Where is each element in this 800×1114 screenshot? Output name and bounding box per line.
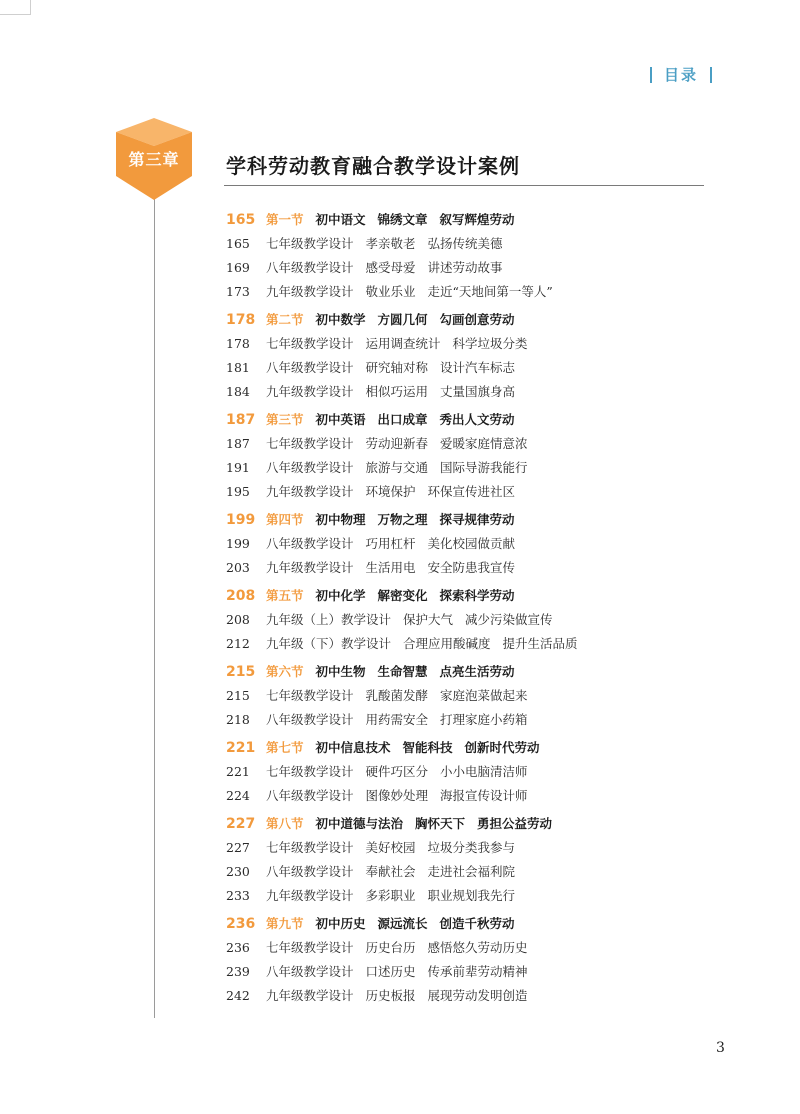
section-page-number: 236 [226,916,256,932]
entry-page-number: 212 [226,636,250,651]
entry-grade: 八年级教学设计 [266,712,354,727]
entry-grade: 八年级教学设计 [266,260,354,275]
section-page-number: 221 [226,740,256,756]
entry-title-part2: 设计汽车标志 [440,360,516,375]
header-label: 目录 [664,66,699,84]
entry-grade: 八年级教学设计 [266,864,354,879]
section-title-part1: 智能科技 [402,740,453,755]
toc-entry[interactable] [226,280,696,304]
entry-title-part1: 多彩职业 [365,888,416,903]
toc-section [226,508,696,580]
entry-grade: 九年级教学设计 [266,988,354,1003]
entry-grade: 九年级教学设计 [266,384,354,399]
chapter-badge-label: 第三章 [128,150,180,169]
toc-entry[interactable] [226,556,696,580]
section-heading[interactable] [226,308,696,332]
entry-grade: 七年级教学设计 [266,764,354,779]
section-title-part2: 创造千秋劳动 [439,916,515,931]
entry-title-part2: 传承前辈劳动精神 [427,964,528,979]
toc-section [226,584,696,656]
page-number: 3 [716,1040,725,1056]
entry-title-part1: 敬业乐业 [365,284,416,299]
entry-title-part2: 展现劳动发明创造 [427,988,528,1003]
entry-page-number: 173 [226,284,250,299]
entry-title-part1: 感受母爱 [365,260,416,275]
entry-title-part2: 海报宣传设计师 [440,788,528,803]
toc-entry[interactable] [226,708,696,732]
section-title-part2: 勾画创意劳动 [439,312,515,327]
section-subject: 初中化学 [315,588,366,603]
entry-title-part2: 提升生活品质 [502,636,578,651]
entry-page-number: 221 [226,764,250,779]
toc-entry[interactable] [226,884,696,908]
section-heading[interactable] [226,912,696,936]
entry-title-part2: 职业规划我先行 [427,888,516,903]
toc-entry[interactable] [226,480,696,504]
section-title-part2: 探索科学劳动 [439,588,515,603]
entry-page-number: 224 [226,788,250,803]
entry-page-number: 184 [226,384,250,399]
entry-page-number: 215 [226,688,250,703]
section-title-part1: 锦绣文章 [377,212,428,227]
section-title-part2: 探寻规律劳动 [439,512,515,527]
section-page-number: 208 [226,588,256,604]
entry-title-part2: 美化校园做贡献 [427,536,516,551]
entry-page-number: 178 [226,336,250,351]
entry-page-number: 236 [226,940,250,955]
entry-title-part1: 硬件巧区分 [365,764,429,779]
entry-page-number: 203 [226,560,250,575]
toc-entry[interactable] [226,256,696,280]
entry-page-number: 187 [226,436,250,451]
entry-grade: 七年级教学设计 [266,336,354,351]
toc-entry[interactable] [226,332,696,356]
entry-page-number: 169 [226,260,250,275]
entry-title-part1: 旅游与交通 [365,460,429,475]
entry-page-number: 191 [226,460,250,475]
entry-grade: 八年级教学设计 [266,360,354,375]
entry-title-part2: 打理家庭小药箱 [440,712,528,727]
entry-grade: 九年级教学设计 [266,888,354,903]
section-subject: 初中数学 [315,312,366,327]
toc-entry[interactable] [226,532,696,556]
entry-title-part2: 感悟悠久劳动历史 [427,940,528,955]
entry-title-part2: 国际导游我能行 [440,460,528,475]
entry-title-part1: 运用调查统计 [365,336,441,351]
section-number: 第二节 [266,312,304,327]
entry-grade: 九年级教学设计 [266,484,354,499]
toc-section [226,812,696,908]
entry-title-part2: 走进社会福利院 [427,864,516,879]
section-subject: 初中物理 [315,512,366,527]
section-number: 第五节 [266,588,304,603]
toc-entry[interactable] [226,784,696,808]
entry-page-number: 227 [226,840,250,855]
entry-title-part2: 丈量国旗身高 [440,384,516,399]
entry-title-part2: 走近“天地间第一等人” [427,284,553,299]
toc-entry[interactable] [226,836,696,860]
entry-page-number: 199 [226,536,250,551]
section-heading[interactable] [226,208,696,232]
entry-title-part2: 爱暖家庭情意浓 [440,436,528,451]
entry-title-part1: 生活用电 [365,560,416,575]
entry-title-part1: 图像妙处理 [365,788,429,803]
chapter-title: 学科劳动教育融合教学设计案例 [226,154,520,178]
toc-section [226,408,696,504]
entry-grade: 八年级教学设计 [266,964,354,979]
entry-title-part1: 劳动迎新春 [365,436,429,451]
toc-entry[interactable] [226,684,696,708]
section-page-number: 199 [226,512,256,528]
entry-title-part1: 相似巧运用 [365,384,429,399]
entry-title-part1: 合理应用酸碱度 [403,636,491,651]
toc-header [650,64,712,85]
entry-grade: 七年级教学设计 [266,688,354,703]
header-bar-right [710,67,712,83]
section-title-part1: 解密变化 [377,588,428,603]
section-title-part2: 秀出人文劳动 [439,412,515,427]
section-title-part2: 创新时代劳动 [464,740,540,755]
entry-title-part2: 安全防患我宣传 [427,560,516,575]
section-page-number: 178 [226,312,256,328]
toc-entry[interactable] [226,860,696,884]
entry-page-number: 218 [226,712,250,727]
header-bar-left [650,67,652,83]
entry-page-number: 242 [226,988,250,1003]
section-subject: 初中信息技术 [315,740,391,755]
entry-page-number: 233 [226,888,250,903]
chapter-title-rule [224,185,704,186]
section-heading[interactable] [226,736,696,760]
toc-entry[interactable] [226,760,696,784]
section-title-part2: 叙写辉煌劳动 [439,212,515,227]
toc-entry[interactable] [226,960,696,984]
entry-title-part2: 科学垃圾分类 [452,336,528,351]
section-number: 第一节 [266,212,304,227]
entry-grade: 八年级教学设计 [266,788,354,803]
section-number: 第四节 [266,512,304,527]
section-heading[interactable] [226,584,696,608]
toc-entry[interactable] [226,356,696,380]
toc-section [226,912,696,1008]
entry-title-part2: 环保宣传进社区 [427,484,516,499]
left-vertical-rule [154,196,155,1018]
toc-entry[interactable] [226,456,696,480]
entry-title-part1: 历史板报 [365,988,416,1003]
entry-page-number: 230 [226,864,250,879]
toc-entry[interactable] [226,608,696,632]
entry-title-part1: 环境保护 [365,484,416,499]
entry-grade: 七年级教学设计 [266,840,354,855]
toc-section [226,208,696,304]
section-title-part1: 出口成章 [377,412,428,427]
entry-grade: 九年级（上）教学设计 [266,612,392,627]
entry-title-part2: 小小电脑清洁师 [440,764,528,779]
toc-list [226,208,696,1012]
toc-entry[interactable] [226,232,696,256]
section-subject: 初中语文 [315,212,366,227]
toc-section [226,736,696,808]
entry-page-number: 181 [226,360,250,375]
section-title-part1: 生命智慧 [377,664,428,679]
section-number: 第九节 [266,916,304,931]
toc-entry[interactable] [226,936,696,960]
section-page-number: 187 [226,412,256,428]
section-title-part1: 源远流长 [377,916,428,931]
entry-title-part2: 讲述劳动故事 [427,260,503,275]
section-page-number: 215 [226,664,256,680]
section-title-part2: 点亮生活劳动 [439,664,515,679]
section-number: 第六节 [266,664,304,679]
entry-title-part1: 孝亲敬老 [365,236,416,251]
section-heading[interactable] [226,812,696,836]
entry-title-part1: 乳酸菌发酵 [365,688,429,703]
entry-title-part1: 保护大气 [403,612,454,627]
section-title-part1: 万物之理 [377,512,428,527]
section-heading[interactable] [226,660,696,684]
section-page-number: 227 [226,816,256,832]
entry-title-part1: 研究轴对称 [365,360,429,375]
entry-grade: 七年级教学设计 [266,940,354,955]
entry-title-part2: 减少污染做宣传 [465,612,553,627]
entry-page-number: 239 [226,964,250,979]
entry-grade: 八年级教学设计 [266,460,354,475]
section-subject: 初中英语 [315,412,366,427]
section-subject: 初中历史 [315,916,366,931]
entry-page-number: 208 [226,612,250,627]
entry-grade: 七年级教学设计 [266,236,354,251]
section-subject: 初中生物 [315,664,366,679]
section-subject: 初中道德与法治 [315,816,404,831]
entry-grade: 八年级教学设计 [266,536,354,551]
entry-title-part1: 巧用杠杆 [365,536,416,551]
section-page-number: 165 [226,212,256,228]
entry-title-part2: 弘扬传统美德 [427,236,503,251]
section-title-part1: 方圆几何 [377,312,428,327]
section-number: 第七节 [266,740,304,755]
toc-entry[interactable] [226,432,696,456]
crop-corner-mark [0,0,31,15]
toc-entry[interactable] [226,632,696,656]
section-title-part2: 勇担公益劳动 [477,816,553,831]
entry-title-part1: 美好校园 [365,840,416,855]
entry-page-number: 165 [226,236,250,251]
toc-entry[interactable] [226,984,696,1008]
section-heading[interactable] [226,408,696,432]
entry-title-part1: 口述历史 [365,964,416,979]
toc-section [226,308,696,404]
entry-title-part2: 垃圾分类我参与 [427,840,516,855]
entry-grade: 九年级（下）教学设计 [266,636,392,651]
section-heading[interactable] [226,508,696,532]
entry-page-number: 195 [226,484,250,499]
chapter-badge [114,114,194,202]
entry-title-part1: 用药需安全 [365,712,429,727]
entry-title-part1: 历史台历 [365,940,416,955]
section-number: 第三节 [266,412,304,427]
entry-title-part1: 奉献社会 [365,864,416,879]
section-number: 第八节 [266,816,304,831]
section-title-part1: 胸怀天下 [415,816,466,831]
entry-title-part2: 家庭泡菜做起来 [440,688,528,703]
entry-grade: 九年级教学设计 [266,560,354,575]
toc-entry[interactable] [226,380,696,404]
entry-grade: 九年级教学设计 [266,284,354,299]
toc-section [226,660,696,732]
entry-grade: 七年级教学设计 [266,436,354,451]
